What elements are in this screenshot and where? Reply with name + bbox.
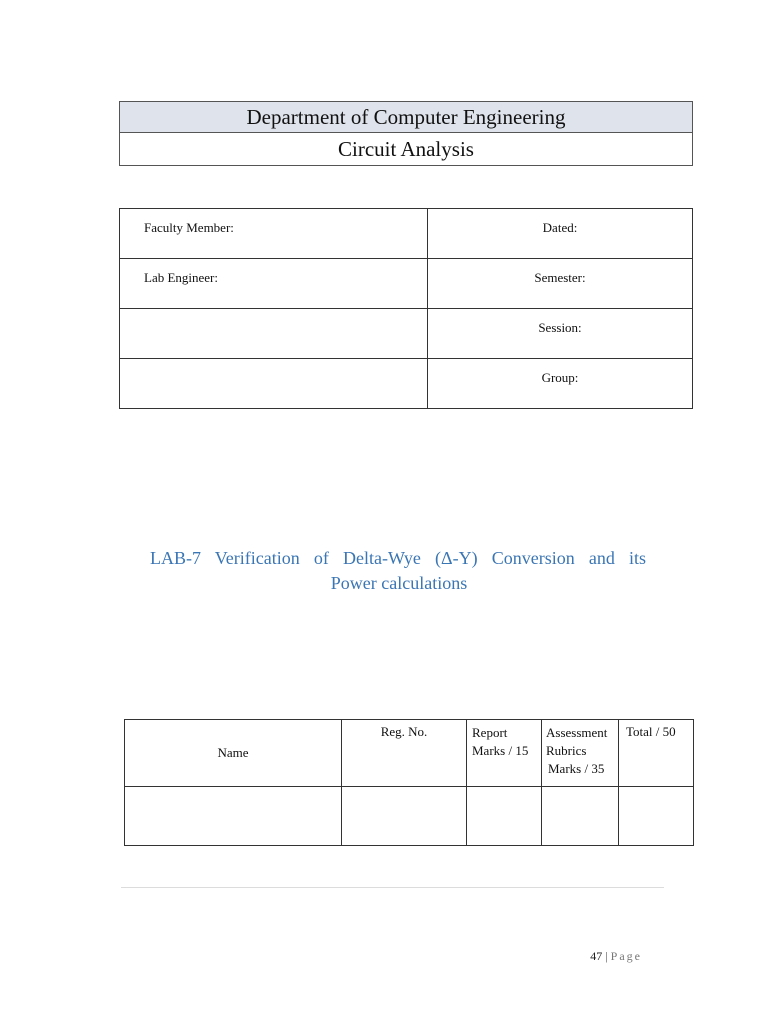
- lab-title-line1: LAB-7 Verification of Delta-Wye (Δ-Y) Conversion and its: [150, 548, 646, 568]
- marks-entry-row: [125, 787, 694, 846]
- assessment-line1: Assessment: [546, 725, 608, 740]
- dated-label: Dated:: [542, 220, 578, 235]
- info-row: [120, 209, 693, 259]
- faculty-label: Faculty Member:: [144, 220, 234, 235]
- assessment-line2: Rubrics: [546, 743, 587, 758]
- name-header-text: Name: [217, 745, 249, 760]
- reg-no-entry-cell: [342, 787, 467, 846]
- session-label: Session:: [538, 320, 582, 335]
- page-label: Page: [610, 949, 642, 963]
- report-marks-entry-cell: [467, 787, 542, 846]
- total-entry-cell: [619, 787, 694, 846]
- reg-no-header: [342, 720, 467, 787]
- semester-label: Semester:: [534, 270, 586, 285]
- session-cell: [428, 309, 693, 359]
- report-marks-line1: Report: [472, 725, 508, 740]
- info-row: [120, 309, 693, 359]
- assessment-entry-cell: [542, 787, 619, 846]
- lab-engineer-cell: [120, 259, 428, 309]
- group-label: Group:: [541, 370, 579, 385]
- assessment-line3: Marks / 35: [548, 761, 605, 776]
- lab-engineer-label: Lab Engineer:: [144, 270, 218, 285]
- marks-header-row: [125, 720, 694, 787]
- lab-title: [150, 546, 646, 596]
- marks-table: [124, 719, 694, 846]
- info-row: [120, 259, 693, 309]
- total-header: [619, 720, 694, 787]
- name-entry-cell: [125, 787, 342, 846]
- course-title: [119, 132, 693, 166]
- name-header: [125, 720, 342, 787]
- info-row: [120, 359, 693, 409]
- department-title: [119, 101, 693, 133]
- group-cell: [428, 359, 693, 409]
- reg-no-header-text: Reg. No.: [380, 724, 428, 739]
- faculty-cell: [120, 209, 428, 259]
- empty-cell: [120, 359, 428, 409]
- page-number-value: 47: [590, 949, 603, 963]
- semester-cell: [428, 259, 693, 309]
- course-title-text: Circuit Analysis: [338, 136, 474, 161]
- page-number-separator: |: [602, 949, 611, 963]
- dated-cell: [428, 209, 693, 259]
- footer-divider: [121, 887, 664, 888]
- assessment-header: [542, 720, 619, 787]
- department-title-text: Department of Computer Engineering: [246, 105, 566, 129]
- info-table: [119, 208, 693, 409]
- page-number: [560, 949, 642, 964]
- lab-title-line2: Power calculations: [330, 573, 468, 593]
- report-marks-line2: Marks / 15: [472, 743, 529, 758]
- report-marks-header: [467, 720, 542, 787]
- empty-cell: [120, 309, 428, 359]
- total-header-text: Total / 50: [626, 724, 676, 739]
